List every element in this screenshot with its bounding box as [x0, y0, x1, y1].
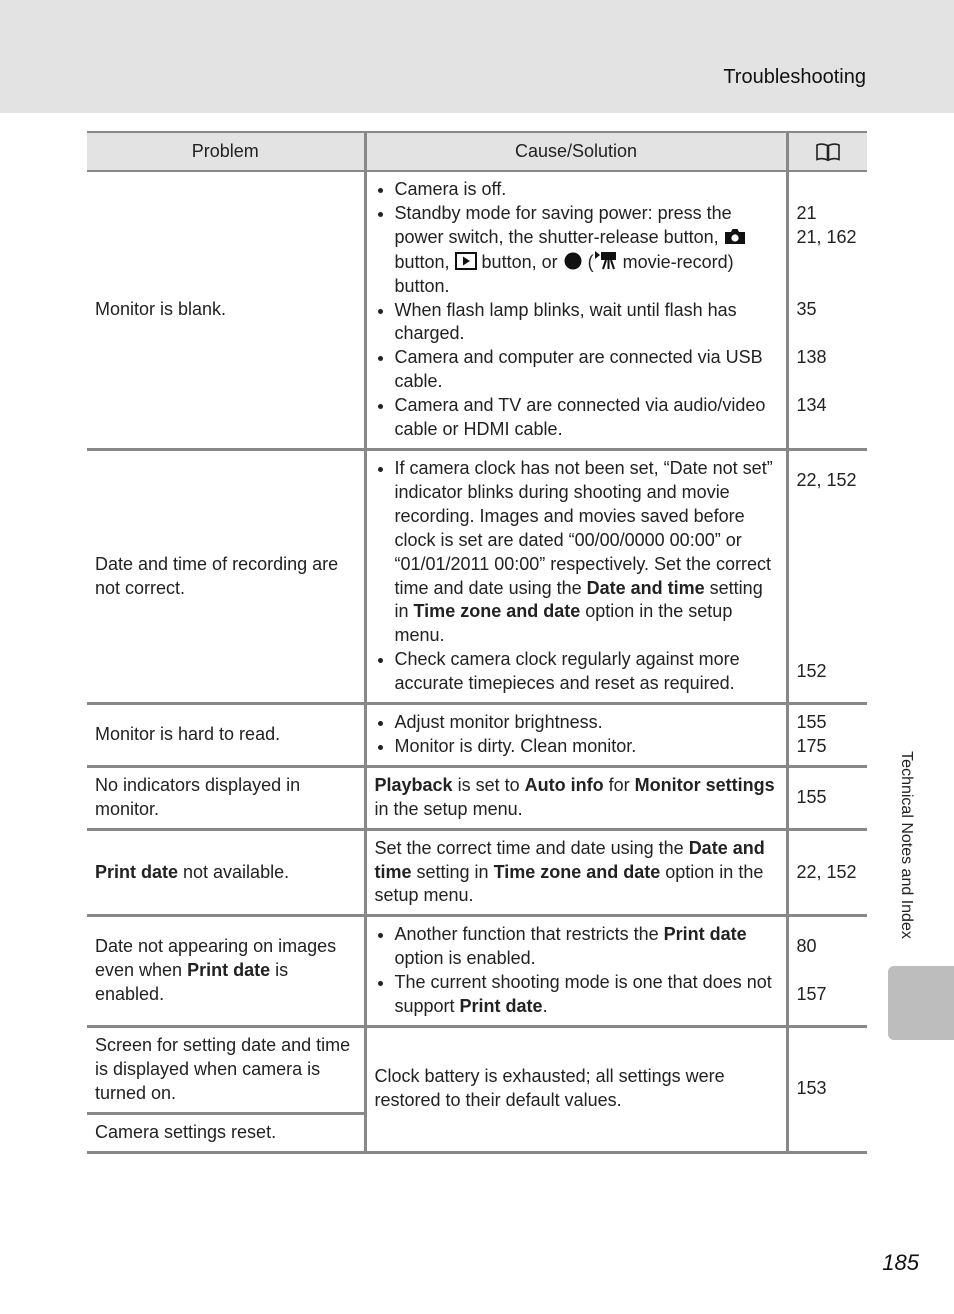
- page-ref: 134: [796, 394, 827, 415]
- page-ref: 21: [796, 203, 817, 224]
- side-tab-label: Technical Notes and Index: [898, 751, 915, 939]
- table-row: [87, 704, 867, 767]
- reference-cell: [787, 916, 867, 1027]
- list-item: • Camera and computer are connected via USB cable.: [395, 346, 778, 394]
- reference-cell: 153: [787, 1027, 867, 1153]
- section-tab-marker: [888, 966, 954, 1040]
- solution-cell: [365, 916, 787, 1027]
- page-number: 185: [882, 1250, 919, 1275]
- problem-cell: Monitor is hard to read.: [87, 704, 365, 767]
- solution-cell: [365, 449, 787, 703]
- page-ref: 22, 152: [796, 469, 857, 490]
- page-ref: 80: [796, 936, 817, 957]
- list-item: • Standby mode for saving power: press the power switch, the shutter-release button, button, button, or ( movie-record) button.: [395, 202, 778, 299]
- list-item: • When flash lamp blinks, wait until flash has charged.: [395, 299, 778, 347]
- header-band: [0, 0, 954, 113]
- solution-cell: Set the correct time and date using the Date and time setting in Time zone and date option in the setup menu.: [365, 829, 787, 916]
- movie-camera-icon: [594, 250, 618, 270]
- solution-cell: Clock battery is exhausted; all settings were restored to their default values.: [365, 1027, 787, 1153]
- playback-icon: [455, 252, 477, 270]
- list-item: • If camera clock has not been set, “Date not set” indicator blinks during shooting and movie recording. Images and movies saved before clock is set are dated “00/00/0000 00:00” or “01/01/2011 00:00” respectively. Set the correct time and date using the Date and time setting in Time zone and date option in the setup menu.: [395, 457, 778, 648]
- reference-cell: [787, 704, 867, 767]
- list-item: • Check camera clock regularly against more accurate timepieces and reset as required.: [395, 648, 778, 696]
- problem-cell: Date and time of recording are not correct.: [87, 449, 365, 703]
- book-reference-icon: [815, 142, 841, 162]
- page-ref: 175: [796, 735, 827, 756]
- reference-cell: [787, 171, 867, 449]
- reference-cell: 22, 152: [787, 829, 867, 916]
- problem-cell: Print date not available.: [87, 829, 365, 916]
- problem-cell: Date not appearing on images even when Print date is enabled.: [87, 916, 365, 1027]
- table-row: [87, 449, 867, 703]
- column-header-reference: [787, 132, 867, 171]
- solution-cell: [365, 171, 787, 449]
- list-item: • Monitor is dirty. Clean monitor.: [395, 735, 778, 759]
- problem-cell: Monitor is blank.: [87, 171, 365, 449]
- reference-cell: 155: [787, 766, 867, 829]
- list-item: • Adjust monitor brightness.: [395, 711, 778, 735]
- problem-cell: Camera settings reset.: [87, 1113, 365, 1152]
- list-item: • The current shooting mode is one that does not support Print date.: [395, 971, 778, 1019]
- camera-mode-icon: [724, 227, 746, 245]
- page-ref: 155: [796, 712, 827, 733]
- list-item: • Another function that restricts the Print date option is enabled.: [395, 923, 778, 971]
- table-row: [87, 766, 867, 829]
- page-ref: 157: [796, 984, 827, 1005]
- record-dot-icon: [563, 252, 583, 270]
- solution-cell: Playback is set to Auto info for Monitor settings in the setup menu.: [365, 766, 787, 829]
- reference-cell: [787, 449, 867, 703]
- table-row: [87, 171, 867, 449]
- table-row: [87, 829, 867, 916]
- page-ref: 21, 162: [796, 227, 857, 248]
- list-item: • Camera and TV are connected via audio/video cable or HDMI cable.: [395, 394, 778, 442]
- solution-cell: [365, 704, 787, 767]
- table-header-row: [87, 132, 867, 171]
- page-ref: 138: [796, 346, 827, 367]
- header-title: Troubleshooting: [723, 66, 866, 88]
- list-item: • Camera is off.: [395, 178, 778, 202]
- problem-cell: Screen for setting date and time is displayed when camera is turned on.: [87, 1027, 365, 1114]
- column-header-problem: Problem: [87, 132, 365, 171]
- troubleshooting-table: [87, 131, 867, 1154]
- page-ref: 152: [796, 661, 827, 682]
- table-row: [87, 916, 867, 1027]
- problem-cell: No indicators displayed in monitor.: [87, 766, 365, 829]
- table-row: [87, 1027, 867, 1114]
- page-ref: 35: [796, 299, 817, 320]
- column-header-cause-solution: Cause/Solution: [365, 132, 787, 171]
